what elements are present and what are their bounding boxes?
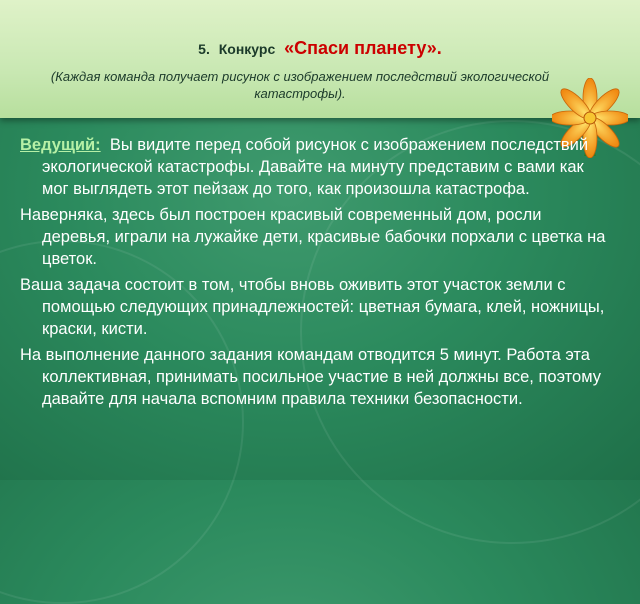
paragraph-lead [20,134,610,200]
title-number: 5. [198,41,210,57]
slide-subtitle: (Каждая команда получает рисунок с изображением последствий экологической катастрофы). [50,69,550,101]
title-contest-word: Конкурс [218,41,276,57]
slide-body [20,134,610,414]
lead-label: Ведущий: [20,136,101,154]
slide-title [0,38,640,59]
paragraph-4: На выполнение данного задания командам отводится 5 минут. Работа эта коллективная, принимать посильное участие в ней должны все, поэтому давайте для начала вспомним правила техники безопасности. [20,346,601,408]
lead-text: Вы видите перед собой рисунок с изображением последствий экологической катастрофы. Давайте на минуту представим с вами как мог выглядеть этот пейзаж до того, как произошла катастрофа. [42,136,589,198]
header-banner [0,0,640,118]
paragraph-3: Ваша задача состоит в том, чтобы вновь оживить этот участок земли с помощью следующих принадлежностей: цветная бумага, клей, ножницы, краски, кисти. [20,276,605,338]
paragraph-2: Наверняка, здесь был построен красивый современный дом, росли деревья, играли на лужайке дети, красивые бабочки порхали с цветка на цветок. [20,206,606,268]
title-contest-name: «Спаси планету». [284,38,442,58]
